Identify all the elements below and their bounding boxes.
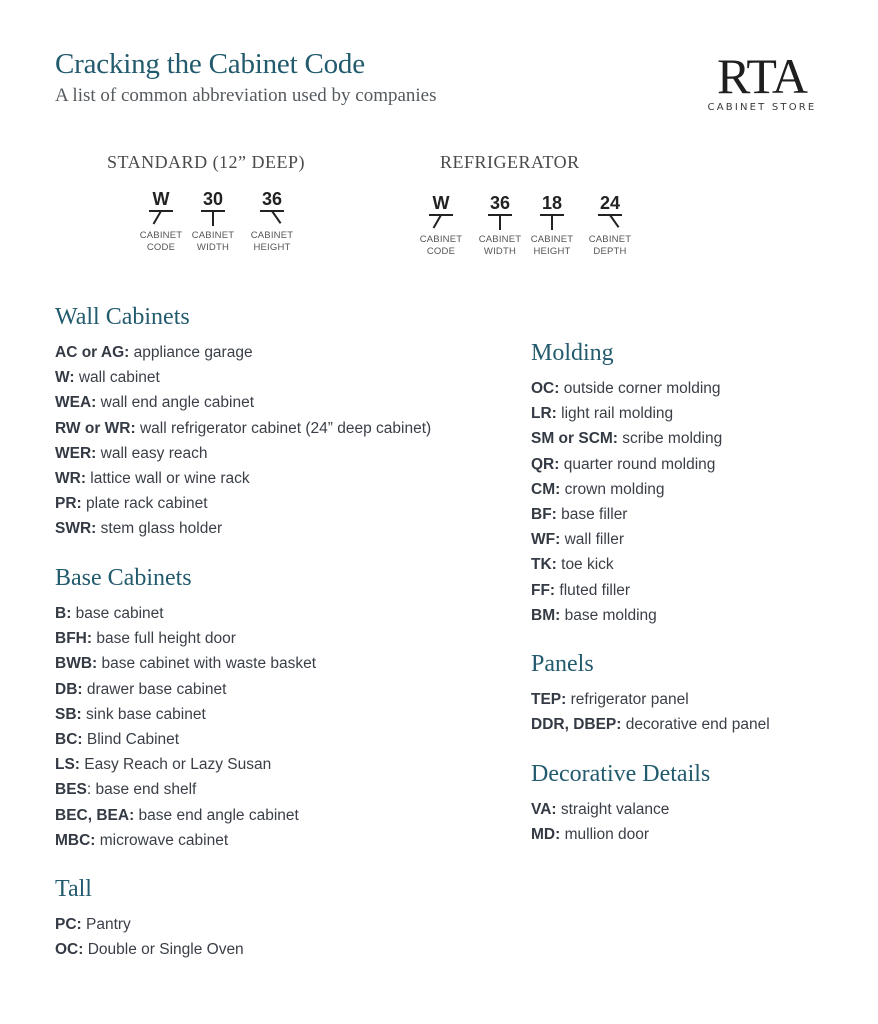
- code-part: [524, 194, 580, 258]
- abbreviation-description: crown molding: [560, 480, 665, 498]
- abbreviation-code: MBC:: [55, 831, 96, 849]
- abbreviation-description: wall refrigerator cabinet (24” deep cabinet): [135, 419, 432, 437]
- abbreviation-entry: [531, 401, 722, 426]
- abbreviation-description: outside corner molding: [559, 380, 721, 397]
- abbreviation-description: wall end angle cabinet: [96, 394, 255, 412]
- abbreviation-entry: [55, 937, 244, 962]
- code-label: CABINET: [139, 230, 183, 241]
- section-molding: [531, 338, 722, 628]
- abbreviation-code: WER:: [55, 444, 97, 462]
- abbreviation-description: light rail molding: [556, 405, 674, 423]
- abbreviation-code: BFH:: [55, 630, 93, 648]
- section-title: Tall: [55, 876, 92, 902]
- abbreviation-description: toe kick: [556, 556, 614, 574]
- diagram-title: STANDARD (12” DEEP): [107, 152, 306, 172]
- abbreviation-description: drawer base cabinet: [82, 680, 227, 698]
- abbreviation-description: lattice wall or wine rack: [86, 470, 250, 488]
- abbreviation-description: refrigerator panel: [566, 691, 689, 708]
- pointer-line: [582, 212, 638, 234]
- abbreviation-code: SB:: [55, 705, 82, 723]
- section-title: Panels: [531, 651, 594, 677]
- code-part: [472, 194, 528, 258]
- code-part: [133, 190, 189, 254]
- abbreviation-entry: [531, 527, 722, 552]
- abbreviation-code: W:: [55, 369, 75, 387]
- abbreviation-code: TK:: [531, 556, 557, 574]
- abbreviation-entry: [55, 626, 316, 651]
- abbreviation-description: base end angle cabinet: [134, 806, 299, 824]
- abbreviation-code: WR:: [55, 470, 86, 488]
- code-label: CODE: [146, 242, 176, 253]
- abbreviation-entry: [55, 752, 316, 777]
- code-value: W: [152, 189, 170, 209]
- abbreviation-description: Pantry: [81, 916, 131, 933]
- abbreviation-entry: [531, 376, 722, 401]
- code-part: [244, 190, 300, 254]
- abbreviation-entry: [55, 340, 431, 365]
- code-part: [582, 194, 638, 258]
- abbreviation-entry: [55, 466, 431, 491]
- abbreviation-entry: [55, 727, 316, 752]
- abbreviation-description: base full height door: [92, 630, 236, 648]
- abbreviation-entry: [55, 677, 316, 702]
- abbreviation-description: scribe molding: [617, 430, 723, 448]
- pointer-line: [244, 208, 300, 230]
- abbreviation-code: PR:: [55, 495, 82, 513]
- abbreviation-description: Blind Cabinet: [82, 731, 180, 749]
- abbreviation-code: OC:: [531, 380, 560, 397]
- code-label: CABINET: [191, 230, 235, 241]
- code-label: WIDTH: [196, 242, 230, 253]
- abbreviation-description: : base end shelf: [86, 781, 197, 799]
- abbreviation-entry: [531, 502, 722, 527]
- abbreviation-code: VA:: [531, 801, 557, 818]
- abbreviation-code: DB:: [55, 680, 83, 698]
- abbreviation-entry: [55, 416, 431, 441]
- abbreviation-description: base molding: [560, 606, 657, 624]
- abbreviation-entry: [531, 822, 710, 847]
- code-label: CABINET: [530, 234, 574, 245]
- abbreviation-code: QR:: [531, 455, 560, 473]
- abbreviation-code: FF:: [531, 581, 556, 599]
- abbreviation-description: appliance garage: [129, 344, 253, 361]
- abbreviation-description: fluted filler: [555, 581, 631, 599]
- abbreviation-description: microwave cabinet: [95, 831, 229, 849]
- code-label: HEIGHT: [253, 242, 291, 253]
- abbreviation-code: SWR:: [55, 520, 97, 538]
- abbreviation-entry: [55, 601, 316, 626]
- code-label: CABINET: [419, 234, 463, 245]
- section-title: Molding: [531, 340, 614, 366]
- abbreviation-description: Easy Reach or Lazy Susan: [79, 756, 272, 774]
- abbreviation-entry: [531, 552, 722, 577]
- abbreviation-entry: [55, 390, 431, 415]
- abbreviation-code: TEP:: [531, 691, 567, 708]
- abbreviation-entry: [55, 777, 316, 802]
- abbreviation-code: RW or WR:: [55, 419, 136, 437]
- code-label: CABINET: [478, 234, 522, 245]
- refrigerator-code-diagram: [413, 152, 653, 262]
- abbreviation-description: wall cabinet: [74, 369, 160, 387]
- abbreviation-entry: [531, 797, 710, 822]
- abbreviation-code: B:: [55, 605, 72, 622]
- abbreviation-description: plate rack cabinet: [81, 495, 208, 513]
- pointer-line: [133, 208, 189, 230]
- section-panels: [531, 649, 770, 737]
- code-value: 30: [202, 189, 224, 209]
- abbreviation-code: PC:: [55, 916, 82, 933]
- abbreviation-entry: [55, 912, 244, 937]
- code-label: CODE: [426, 246, 456, 257]
- abbreviation-description: wall filler: [560, 531, 624, 549]
- pointer-line: [524, 212, 580, 234]
- logo-mark: RTA: [717, 48, 807, 104]
- abbreviation-code: BF:: [531, 506, 557, 524]
- code-part: [413, 194, 469, 258]
- code-part: [185, 190, 241, 254]
- abbreviation-code: BES: [55, 781, 87, 799]
- abbreviation-entry: [55, 516, 431, 541]
- page-subtitle: A list of common abbreviation used by companies: [55, 85, 437, 106]
- abbreviation-description: sink base cabinet: [81, 705, 206, 723]
- section-base-cabinets: [55, 563, 316, 853]
- abbreviation-entry: [531, 578, 722, 603]
- abbreviation-description: mullion door: [560, 826, 650, 844]
- pointer-line: [472, 212, 528, 234]
- pointer-line: [185, 208, 241, 230]
- abbreviation-code: BEC, BEA:: [55, 806, 135, 824]
- section-title: Decorative Details: [531, 761, 711, 787]
- abbreviation-code: BM:: [531, 606, 561, 624]
- section-wall-cabinets: [55, 302, 431, 542]
- abbreviation-entry: [55, 828, 316, 853]
- code-value: 24: [599, 193, 621, 213]
- abbreviation-entry: [55, 491, 431, 516]
- code-label: WIDTH: [483, 246, 517, 257]
- abbreviation-entry: [55, 803, 316, 828]
- abbreviation-code: LR:: [531, 405, 557, 423]
- abbreviation-entry: [531, 452, 722, 477]
- logo-tagline: CABINET STORE: [707, 102, 817, 113]
- abbreviation-entry: [55, 702, 316, 727]
- abbreviation-code: WF:: [531, 531, 561, 549]
- abbreviation-entry: [531, 687, 770, 712]
- code-label: CABINET: [588, 234, 632, 245]
- abbreviation-entry: [55, 441, 431, 466]
- section-title: Wall Cabinets: [55, 304, 190, 330]
- abbreviation-description: stem glass holder: [96, 520, 223, 538]
- abbreviation-code: OC:: [55, 941, 84, 959]
- abbreviation-entry: [55, 651, 316, 676]
- abbreviation-description: decorative end panel: [621, 716, 770, 734]
- diagram-title: REFRIGERATOR: [440, 152, 580, 172]
- abbreviation-code: MD:: [531, 826, 561, 844]
- abbreviation-code: LS:: [55, 756, 80, 774]
- abbreviation-entry: [531, 477, 722, 502]
- abbreviation-description: base cabinet with waste basket: [97, 655, 317, 673]
- abbreviation-description: wall easy reach: [96, 444, 208, 462]
- abbreviation-code: CM:: [531, 480, 561, 498]
- section-tall: [55, 874, 244, 962]
- pointer-line: [413, 212, 469, 234]
- abbreviation-code: BC:: [55, 731, 83, 749]
- code-value: 18: [541, 193, 563, 213]
- abbreviation-entry: [531, 426, 722, 451]
- page-title: Cracking the Cabinet Code: [55, 48, 365, 80]
- code-label: HEIGHT: [533, 246, 571, 257]
- abbreviation-description: base filler: [556, 506, 628, 524]
- rta-logo: [706, 48, 818, 113]
- abbreviation-entry: [55, 365, 431, 390]
- code-value: 36: [261, 189, 283, 209]
- abbreviation-description: quarter round molding: [559, 455, 716, 473]
- section-decorative-details: [531, 759, 710, 847]
- code-value: 36: [489, 193, 511, 213]
- abbreviation-entry: [531, 712, 770, 737]
- abbreviation-entry: [531, 603, 722, 628]
- abbreviation-code: SM or SCM:: [531, 430, 618, 448]
- section-title: Base Cabinets: [55, 565, 192, 591]
- abbreviation-description: Double or Single Oven: [83, 941, 244, 959]
- abbreviation-description: base cabinet: [71, 605, 164, 622]
- abbreviation-code: BWB:: [55, 655, 98, 673]
- code-value: W: [432, 193, 450, 213]
- abbreviation-code: AC or AG:: [55, 344, 130, 361]
- abbreviation-code: WEA:: [55, 394, 97, 412]
- abbreviation-description: straight valance: [556, 801, 670, 818]
- code-label: DEPTH: [593, 246, 627, 257]
- code-label: CABINET: [250, 230, 294, 241]
- standard-code-diagram: [107, 152, 327, 262]
- abbreviation-code: DDR, DBEP:: [531, 716, 622, 734]
